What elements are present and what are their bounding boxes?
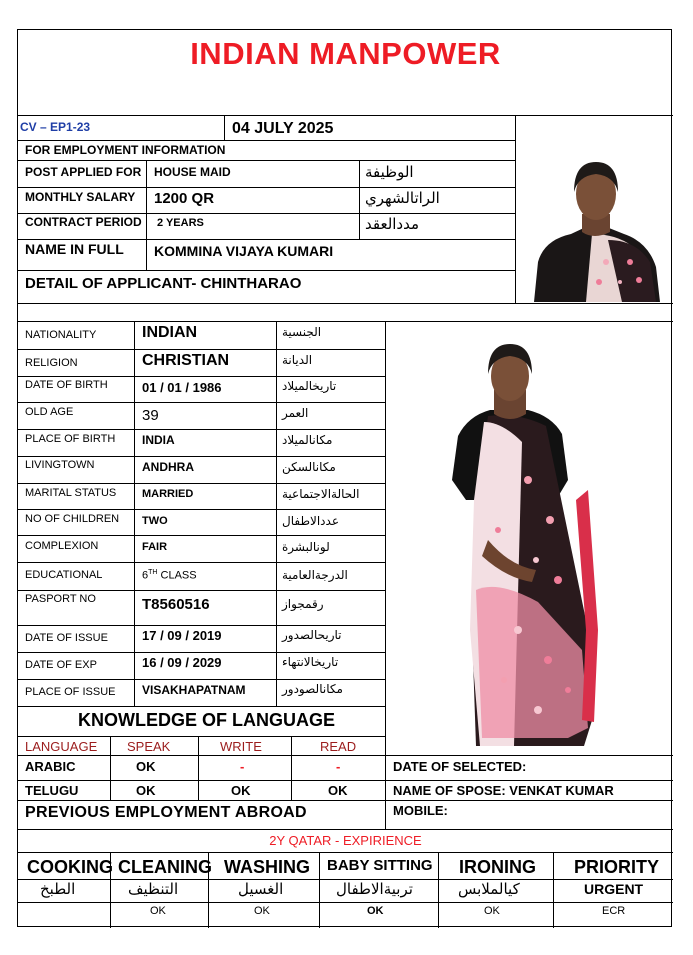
age-label: OLD AGE (25, 406, 74, 418)
passport-value: T8560516 (142, 596, 210, 613)
skill-baby-sitting-status: OK (367, 905, 384, 917)
contract-label: CONTRACT PERIOD (25, 215, 142, 229)
nationality-label: NATIONALITY (25, 329, 97, 341)
religion-arabic: الديانة (282, 353, 313, 367)
marital-arabic: الحالةالاجتماعية (282, 487, 360, 501)
language-heading: KNOWLEDGE OF LANGUAGE (78, 710, 335, 730)
language-arabic: ARABIC (25, 759, 76, 774)
place-issue-arabic: مكانالصودور (282, 682, 343, 696)
experience-text: 2Y QATAR - EXPIRIENCE (269, 833, 422, 848)
post-value: HOUSE MAID (154, 165, 231, 179)
telugu-write: OK (231, 783, 251, 798)
pob-arabic: مكانالميلاد (282, 433, 333, 447)
age-value: 39 (142, 407, 159, 424)
passport-arabic: رقمجواز (282, 597, 324, 611)
nationality-value: INDIAN (142, 324, 198, 341)
skill-ironing-arabic: كيالملابس (458, 880, 520, 898)
language-telugu: TELUGU (25, 783, 79, 798)
skill-cleaning-status: OK (150, 905, 166, 917)
exp-date-arabic: تاريخالانتهاء (282, 655, 339, 669)
arabic-write: - (240, 759, 245, 774)
pob-label: PLACE OF BIRTH (25, 433, 116, 445)
education-arabic: الدرجةالعامية (282, 568, 348, 582)
complexion-label: COMPLEXION (25, 540, 99, 552)
religion-label: RELIGION (25, 357, 78, 369)
children-label: NO OF CHILDREN (25, 513, 120, 525)
passport-label: PASPORT NO (25, 593, 96, 605)
contract-value: 2 YEARS (157, 217, 204, 229)
pob-value: INDIA (142, 433, 175, 447)
children-arabic: عددالاطفال (282, 514, 339, 528)
marital-label: MARITAL STATUS (25, 487, 117, 499)
skill-cleaning-arabic: التنظيف (128, 880, 179, 898)
complexion-value: FAIR (142, 541, 168, 553)
cv-page (17, 29, 672, 927)
applicant-photo-full (418, 330, 608, 754)
skill-ironing-status: OK (484, 905, 500, 917)
skill-priority: PRIORITY (574, 857, 660, 877)
language-col-read: READ (320, 739, 357, 754)
skill-cleaning: CLEANING (118, 857, 212, 877)
religion-value: CHRISTIAN (142, 352, 230, 369)
mobile-label: MOBILE: (393, 803, 448, 818)
salary-label: MONTHLY SALARY (25, 190, 136, 204)
employment-heading: FOR EMPLOYMENT INFORMATION (25, 143, 226, 157)
language-col-write: WRITE (220, 739, 262, 754)
age-arabic: العمر (282, 406, 309, 420)
livingtown-value: ANDHRA (142, 460, 194, 474)
post-arabic: الوظيفة (365, 163, 414, 181)
exp-date-label: DATE OF EXP (25, 659, 97, 671)
date-selected-label: DATE OF SELECTED: (393, 759, 527, 774)
name-value: KOMMINA VIJAYA KUMARI (154, 243, 334, 259)
dob-arabic: تاريخالميلاد (282, 379, 337, 393)
salary-value: 1200 QR (154, 190, 215, 207)
cv-date: 04 JULY 2025 (232, 120, 334, 137)
issue-date-value: 17 / 09 / 2019 (142, 628, 222, 643)
issue-date-arabic: تاريحالصدور (282, 628, 342, 642)
arabic-speak: OK (136, 759, 156, 774)
applicant-photo-small (526, 122, 664, 302)
page-title: INDIAN MANPOWER (190, 36, 501, 71)
complexion-arabic: لونالبشرة (282, 540, 330, 554)
skill-baby-sitting-arabic: تربيةالاطفال (336, 880, 413, 898)
skill-washing-arabic: الغسيل (238, 880, 284, 898)
place-issue-value: VISAKHAPATNAM (142, 683, 246, 697)
salary-arabic: الراتالشهري (365, 189, 440, 207)
skill-ironing: IRONING (459, 857, 537, 877)
dob-label: DATE OF BIRTH (25, 379, 108, 391)
contract-arabic: مددالعقد (365, 215, 420, 233)
arabic-read: - (336, 759, 341, 774)
skill-baby-sitting: BABY SITTING (327, 857, 433, 874)
dob-value: 01 / 01 / 1986 (142, 380, 222, 395)
cv-code: CV – EP1-23 (20, 120, 91, 134)
livingtown-arabic: مكانالسكن (282, 460, 336, 474)
place-issue-label: PLACE OF ISSUE (25, 686, 116, 698)
marital-value: MARRIED (142, 488, 194, 500)
language-col-language: LANGUAGE (25, 739, 98, 754)
livingtown-label: LIVINGTOWN (25, 459, 95, 471)
previous-employment-heading: PREVIOUS EMPLOYMENT ABROAD (25, 804, 307, 821)
applicant-detail: DETAIL OF APPLICANT- CHINTHARAO (25, 275, 302, 292)
name-label: NAME IN FULL (25, 241, 124, 257)
education-value: 6TH CLASS (142, 569, 197, 582)
post-label: POST APPLIED FOR (25, 165, 142, 179)
skill-washing: WASHING (224, 857, 311, 877)
education-label: EDUCATIONAL (25, 569, 103, 581)
priority-value: URGENT (584, 881, 644, 897)
issue-date-label: DATE OF ISSUE (25, 632, 108, 644)
children-value: TWO (142, 515, 168, 527)
priority-status: ECR (602, 905, 626, 917)
skill-cooking-arabic: الطبخ (40, 880, 76, 898)
language-col-speak: SPEAK (127, 739, 171, 754)
exp-date-value: 16 / 09 / 2029 (142, 655, 222, 670)
nationality-arabic: الجنسية (282, 325, 322, 339)
telugu-speak: OK (136, 783, 156, 798)
skill-cooking: COOKING (27, 857, 114, 877)
skill-washing-status: OK (254, 905, 270, 917)
telugu-read: OK (328, 783, 348, 798)
spouse-name: NAME OF SPOSE: VENKAT KUMAR (393, 783, 614, 798)
